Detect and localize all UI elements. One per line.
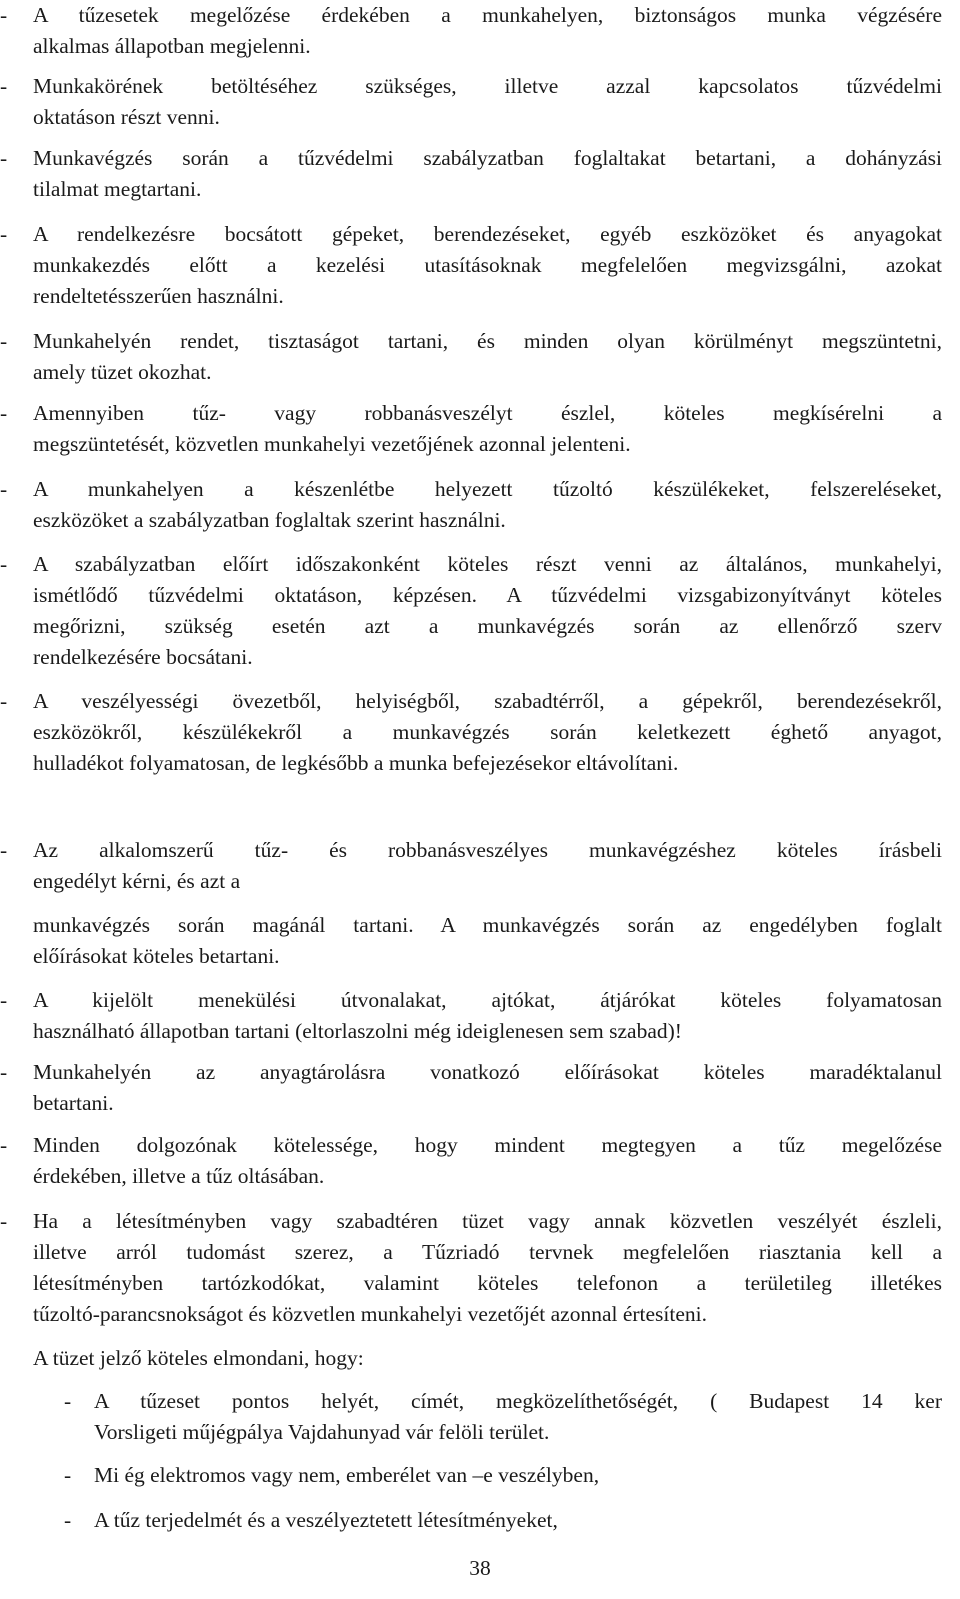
bullet-line: tilalmat megtartani. bbox=[33, 177, 202, 201]
bullet-dash: - bbox=[0, 329, 8, 353]
bullet-line: érdekében, illetve a tűz oltásában. bbox=[33, 1164, 325, 1188]
bullet-dash: - bbox=[0, 146, 8, 170]
bullet-line: A rendelkezésre bocsátott gépeket, berendezéseket, egyéb eszközöket és anyagokat bbox=[33, 222, 942, 246]
bullet-line: rendelkezésére bocsátani. bbox=[33, 645, 253, 669]
bullet-item bbox=[0, 326, 942, 388]
bullet-line: A munkahelyen a készenlétbe helyezett tűzoltó készülékeket, felszereléseket, bbox=[33, 477, 942, 501]
bullet-dash: - bbox=[64, 1508, 72, 1532]
bullet-line: Minden dolgozónak kötelessége, hogy mindent megtegyen a tűz megelőzése bbox=[33, 1133, 942, 1157]
bullet-item bbox=[0, 1130, 942, 1192]
bullet-line: Az alkalomszerű tűz- és robbanásveszélyes munkavégzéshez köteles írásbeli bbox=[33, 838, 942, 862]
bullet-dash: - bbox=[0, 477, 8, 501]
bullet-dash: - bbox=[0, 1133, 8, 1157]
bullet-line: A tűzeset pontos helyét, címét, megközelíthetőségét, ( Budapest 14 ker bbox=[94, 1389, 942, 1413]
bullet-text bbox=[33, 835, 942, 897]
bullet-dash: - bbox=[0, 401, 8, 425]
bullet-item bbox=[0, 549, 942, 673]
bullet-dash: - bbox=[0, 1209, 8, 1233]
intro-line: A tüzet jelző köteles elmondani, hogy: bbox=[33, 1346, 364, 1370]
bullet-line: rendeltetésszerűen használni. bbox=[33, 284, 284, 308]
bullet-item bbox=[0, 985, 942, 1047]
bullet-text bbox=[94, 1460, 942, 1491]
bullet-line: Amennyiben tűz- vagy robbanásveszélyt észlel, köteles megkísérelni a bbox=[33, 401, 942, 425]
bullet-line: Munkavégzés során a tűzvédelmi szabályzatban foglaltakat betartani, a dohányzási bbox=[33, 146, 942, 170]
bullet-line: Munkahelyén rendet, tisztaságot tartani, és minden olyan körülményt megszüntetni, bbox=[33, 329, 942, 353]
bullet-dash: - bbox=[0, 988, 8, 1012]
bullet-text bbox=[33, 0, 942, 62]
bullet-line: A tűz terjedelmét és a veszélyeztetett létesítményeket, bbox=[94, 1508, 558, 1532]
bullet-line: Vorsligeti műjégpálya Vajdahunyad vár felöli terület. bbox=[94, 1420, 550, 1444]
bullet-line: A szabályzatban előírt időszakonként köteles részt venni az általános, munkahelyi, bbox=[33, 552, 942, 576]
bullet-dash: - bbox=[64, 1463, 72, 1487]
bullet-item bbox=[0, 0, 942, 62]
bullet-line: Munkakörének betöltéséhez szükséges, illetve azzal kapcsolatos tűzvédelmi bbox=[33, 74, 942, 98]
bullet-line: tűzoltó-parancsnokságot és közvetlen munkahelyi vezetőjét azonnal értesíteni. bbox=[33, 1302, 708, 1326]
bullet-text bbox=[33, 549, 942, 673]
bullet-line: A veszélyességi övezetből, helyiségből, szabadtérről, a gépekről, berendezésekről, bbox=[33, 689, 942, 713]
page-number: 38 bbox=[469, 1556, 491, 1580]
bullet-item bbox=[0, 474, 942, 536]
bullet-item bbox=[0, 398, 942, 460]
bullet-line: A kijelölt menekülési útvonalakat, ajtókat, átjárókat köteles folyamatosan bbox=[33, 988, 942, 1012]
bullet-line: megszüntetését, közvetlen munkahelyi vezetőjének azonnal jelenteni. bbox=[33, 432, 631, 456]
bullet-dash: - bbox=[0, 222, 8, 246]
bullet-dash: - bbox=[0, 689, 8, 713]
bullet-item bbox=[0, 835, 942, 897]
bullet-line: engedélyt kérni, és azt a bbox=[33, 869, 241, 893]
sub-bullet-item bbox=[64, 1505, 942, 1536]
bullet-text bbox=[33, 219, 942, 312]
bullet-line: alkalmas állapotban megjelenni. bbox=[33, 34, 311, 58]
bullet-text bbox=[33, 143, 942, 205]
bullet-line: oktatáson részt venni. bbox=[33, 105, 220, 129]
bullet-text bbox=[33, 686, 942, 779]
bullet-item bbox=[0, 71, 942, 133]
bullet-dash: - bbox=[64, 1389, 72, 1413]
bullet-text bbox=[33, 1206, 942, 1330]
bullet-dash: - bbox=[0, 552, 8, 576]
bullet-line: A tűzesetek megelőzése érdekében a munkahelyen, biztonságos munka végzésére bbox=[33, 3, 942, 27]
bullet-line: amely tüzet okozhat. bbox=[33, 360, 212, 384]
continuation-paragraph bbox=[33, 910, 942, 972]
bullet-line: eszközökről, készülékekről a munkavégzés során keletkezett éghető anyagot, bbox=[33, 720, 942, 744]
bullet-text bbox=[94, 1386, 942, 1448]
bullet-item bbox=[0, 686, 942, 779]
bullet-text bbox=[94, 1505, 942, 1536]
bullet-item bbox=[0, 219, 942, 312]
sub-bullet-item bbox=[64, 1386, 942, 1448]
bullet-line: illetve arról tudomást szerez, a Tűzriadó tervnek megfelelően riasztania kell a bbox=[33, 1240, 942, 1264]
bullet-dash: - bbox=[0, 74, 8, 98]
paragraph-line: munkavégzés során magánál tartani. A munkavégzés során az engedélyben foglalt bbox=[33, 913, 942, 937]
bullet-item bbox=[0, 143, 942, 205]
bullet-text bbox=[33, 326, 942, 388]
bullet-line: Mi ég elektromos vagy nem, emberélet van –e veszélyben, bbox=[94, 1463, 600, 1487]
bullet-text bbox=[33, 1130, 942, 1192]
bullet-line: hulladékot folyamatosan, de legkésőbb a munka befejezésekor eltávolítani. bbox=[33, 751, 679, 775]
sub-bullet-item bbox=[64, 1460, 942, 1491]
bullet-dash: - bbox=[0, 3, 8, 27]
bullet-line: ismétlődő tűzvédelmi oktatáson, képzésen. A tűzvédelmi vizsgabizonyítványt köteles bbox=[33, 583, 942, 607]
bullet-text bbox=[33, 398, 942, 460]
bullet-item bbox=[0, 1057, 942, 1119]
bullet-text bbox=[33, 71, 942, 133]
bullet-text bbox=[33, 1057, 942, 1119]
bullet-line: megőrizni, szükség esetén azt a munkavégzés során az ellenőrző szerv bbox=[33, 614, 942, 638]
bullet-text bbox=[33, 474, 942, 536]
paragraph-line: előírásokat köteles betartani. bbox=[33, 944, 280, 968]
bullet-item bbox=[0, 1206, 942, 1330]
bullet-line: munkakezdés előtt a kezelési utasításoknak megfelelően megvizsgálni, azokat bbox=[33, 253, 942, 277]
bullet-line: használható állapotban tartani (eltorlaszolni még ideiglenesen sem szabad)! bbox=[33, 1019, 682, 1043]
bullet-dash: - bbox=[0, 1060, 8, 1084]
bullet-line: Munkahelyén az anyagtárolásra vonatkozó előírásokat köteles maradéktalanul bbox=[33, 1060, 942, 1084]
bullet-text bbox=[33, 985, 942, 1047]
bullet-line: létesítményben tartózkodókat, valamint köteles telefonon a területileg illetékes bbox=[33, 1271, 942, 1295]
bullet-line: Ha a létesítményben vagy szabadtéren tüzet vagy annak közvetlen veszélyét észleli, bbox=[33, 1209, 942, 1233]
bullet-line: betartani. bbox=[33, 1091, 114, 1115]
bullet-dash: - bbox=[0, 838, 8, 862]
bullet-line: eszközöket a szabályzatban foglaltak szerint használni. bbox=[33, 508, 506, 532]
